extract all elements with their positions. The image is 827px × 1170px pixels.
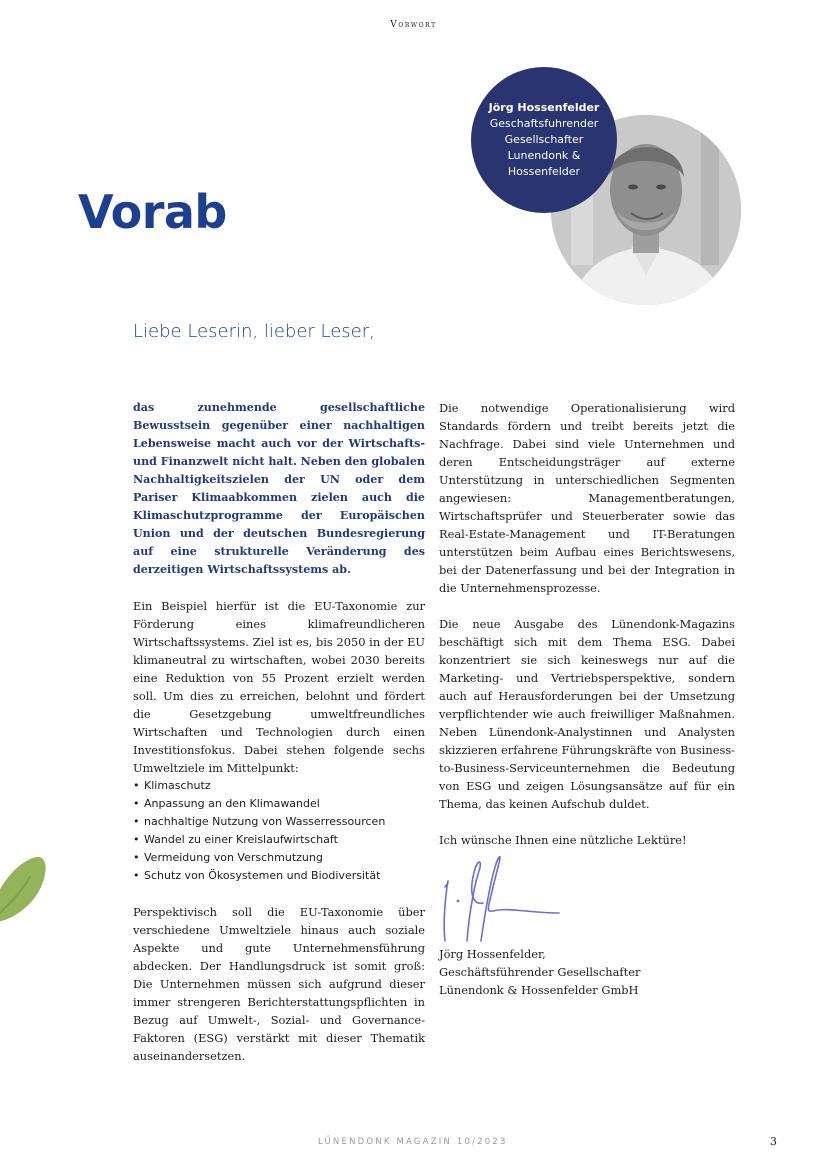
signature-icon [439, 853, 564, 943]
page-number: 3 [770, 1135, 777, 1148]
page-title: Vorab [78, 185, 227, 239]
author-name-badge [471, 67, 617, 213]
signature-block [439, 945, 735, 999]
badge-author-name: Jörg Hossenfelder [488, 101, 600, 114]
running-head: Vorwort [390, 20, 437, 30]
list-item-text: nachhaltige Nutzung von Wasserressourcen [144, 815, 386, 828]
signatory-role: Geschäftsführender Gesellschafter [439, 965, 641, 979]
bullet-icon: • [133, 815, 140, 828]
list-item-text: Klimaschutz [144, 779, 211, 792]
list-item [133, 849, 425, 867]
list-item [133, 777, 425, 795]
bullet-icon: • [133, 779, 140, 792]
bullet-icon: • [133, 833, 140, 846]
badge-line: Geschaftsfuhrender [489, 117, 599, 130]
signatory-company: Lünendonk & Hossenfelder GmbH [439, 983, 639, 997]
bullet-icon: • [133, 797, 140, 810]
body-paragraph: Perspektivisch soll die EU-Taxonomie über verschiedene Umweltziele hinaus auch soziale Aspekte und gute Unternehmensführung abdecken. Der Handlungsdruck ist somit groß: Die Unternehmen müssen sich aufgrund dieser immer strengeren Berichterstattungspflichten in Bezug auf Umwelt-, Sozial- und Governance-Faktoren (ESG) verstärkt mit dieser Thematik auseinandersetzen. [133, 905, 425, 1063]
list-item [133, 813, 425, 831]
bullet-icon: • [133, 851, 140, 864]
list-item [133, 831, 425, 849]
lead-paragraph: das zunehmende gesellschaftliche Bewusstsein gegenüber einer nachhaltigen Lebensweise macht auch vor der Wirtschafts- und Finanzwelt nicht halt. Neben den globalen Nachhaltigkeitszielen der UN oder dem Pariser Klimaabkommen zielen auch die Klimaschutzprogramme der Europäischen Union und der deutschen Bundesregierung auf eine strukturelle Veränderung des derzeitigen Wirtschaftssystems ab. [133, 401, 426, 576]
list-item [133, 795, 425, 813]
list-item-text: Anpassung an den Klimawandel [144, 797, 320, 810]
salutation: Liebe Leserin, lieber Leser, [133, 321, 375, 342]
badge-line: Gesellschafter [504, 133, 584, 146]
list-item [133, 867, 425, 885]
list-item-text: Vermeidung von Verschmutzung [144, 851, 323, 864]
leaf-icon [0, 853, 48, 928]
right-column [439, 399, 735, 999]
list-item-text: Wandel zu einer Kreislaufwirtschaft [144, 833, 338, 846]
closing-line: Ich wünsche Ihnen eine nützliche Lektüre! [439, 833, 687, 847]
signatory-name: Jörg Hossenfelder, [439, 947, 546, 961]
footer-magazine-issue: LÜNENDONK MAGAZIN 10/2023 [318, 1137, 508, 1147]
left-column [133, 399, 425, 1083]
body-paragraph: Ein Beispiel hierfür ist die EU-Taxonomie zur Förderung eines klimafreundlicheren Wirtschaftssystems. Ziel ist es, bis 2050 in der EU klimaneutral zu wirtschaften, wobei 2030 bereits eine Reduktion von 55 Prozent erzielt werden soll. Um dies zu erreichen, belohnt und fördert die Gesetzgebung umweltfreundliches Wirtschaften und Technologien durch einen Investitionsfokus. Dabei stehen folgende sechs Umweltziele im Mittelpunkt: [133, 599, 425, 775]
bullet-icon: • [133, 869, 140, 882]
list-item-text: Schutz von Ökosystemen und Biodiversität [144, 869, 381, 882]
badge-line: Lunendonk & [507, 149, 581, 162]
environmental-goals-list [133, 777, 425, 885]
body-paragraph: Die notwendige Operationalisierung wird Standards fördern und treibt bereits jetzt die Nachfrage. Dabei sind viele Unternehmen und deren Entscheidungsträger auf externe Unterstützung in unterschiedlichen Segmenten angewiesen: Managementberatungen, Wirtschaftsprüfer und Steuerberater sowie das Real-Estate-Management und IT-Beratungen unterstützen beim Aufbau eines Berichtswesens, bei der Datenerfassung und bei der Integration in die Unternehmensprozesse. [439, 401, 735, 595]
body-paragraph: Die neue Ausgabe des Lünendonk-Magazins beschäftigt sich mit dem Thema ESG. Dabei konzentriert sie sich keineswegs nur auf die Marketing- und Vertriebsperspektive, sondern auch auf Herausforderungen bei der Umsetzung verpflichtender wie auch freiwilliger Maßnahmen. Neben Lünendonk-Analystinnen und Analysten skizzieren erfahrene Führungskräfte von Business-to-Business-Serviceunternehmen die Bedeutung von ESG und zeigen Lösungsansätze auf für ein Thema, das keinen Aufschub duldet. [439, 617, 735, 811]
badge-line: Hossenfelder [507, 165, 581, 178]
